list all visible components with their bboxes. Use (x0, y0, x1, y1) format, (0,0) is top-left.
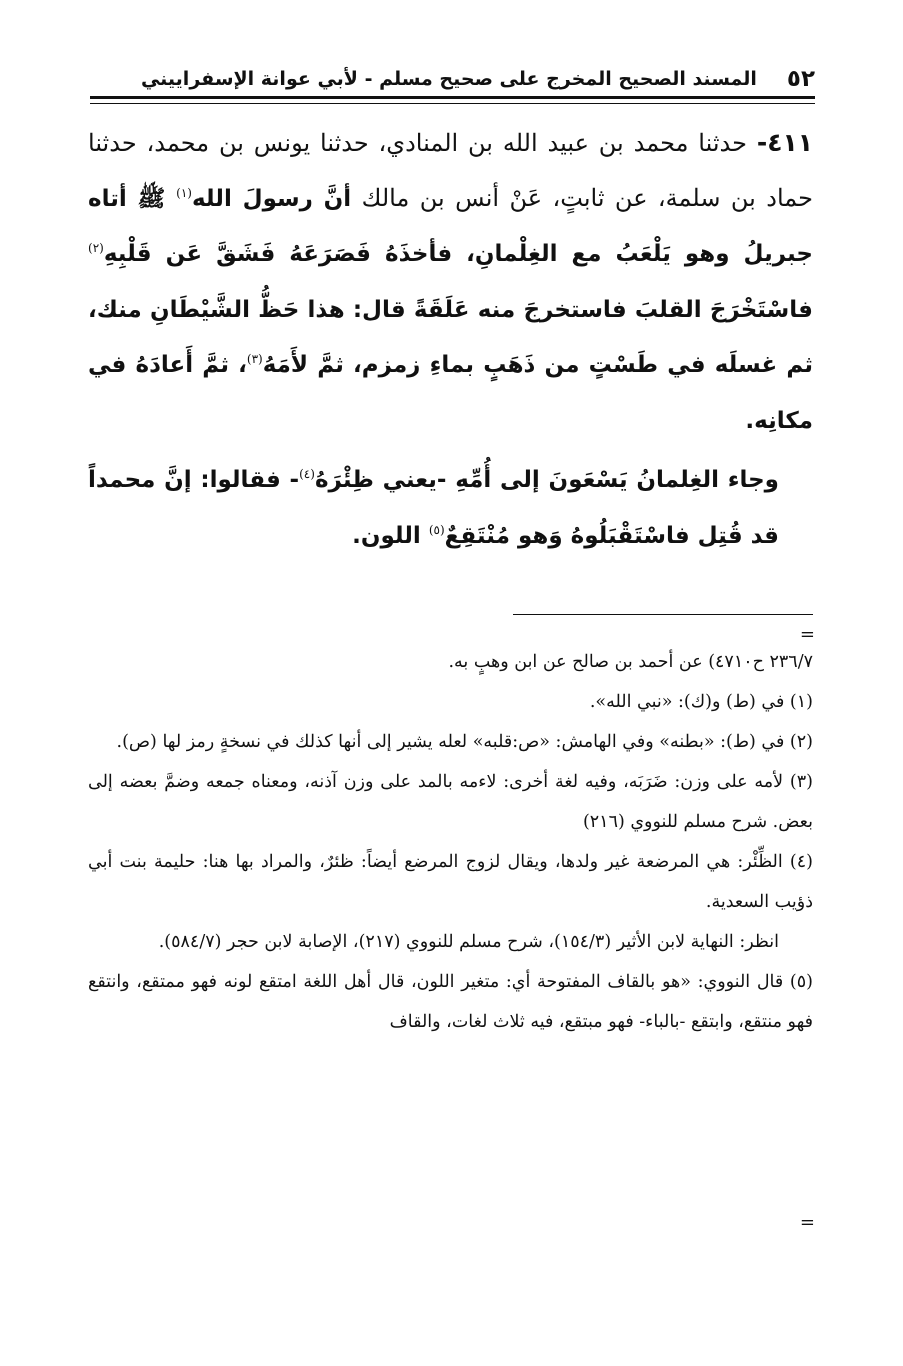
footnote-source: ٢٣٦/٧ ح٤٧١٠) عن أحمد بن صالح عن ابن وهبٍ به. (448, 652, 813, 672)
page-header (90, 62, 815, 99)
hadith-matn-3: وهو يَلْعَبُ مع الغِلْمانِ، فأخذَهُ فَصَرَعَهُ فَشَقَّ عَن قَلْبِهِ (103, 241, 730, 267)
footnote-4: (٤) الظِّئْر: هي المرضعة غير ولدها، ويقال لزوج المرضع أيضاً: ظئرٌ، والمراد بها هنا: حليمة بنت أبي ذؤيب السعدية. (88, 852, 813, 912)
hadith-matn-7: - فقالوا: إنَّ محمداً قد قُتِل فاسْتَقْبَلُوهُ وَهو مُنْتَقِعٌ (88, 467, 779, 549)
hadith-paragraph-2 (88, 452, 813, 563)
continuation-mark-bottom: = (799, 1212, 815, 1233)
footnote-ref-3: (٣) (246, 352, 263, 366)
running-title: المسند الصحيح المخرج على صحيح مسلم - لأبي عوانة الإسفراييني (140, 68, 757, 90)
footnote-ref-1: (١) (176, 185, 192, 200)
hadith-matn-6: وجاء الغِلمانُ يَسْعَونَ إلى أُمِّهِ -يعني ظِئْرَهُ (314, 467, 779, 493)
main-text (88, 116, 813, 563)
hadith-matn-8: اللون. (352, 522, 429, 549)
footnote-ref-2: (٢) (88, 241, 104, 255)
footnote-3: (٣) لأمه على وزن: ضَرَبَه، وفيه لغة أخرى: لاءمه بالمد على وزن آذنه، ومعناه جمعه وضمَّ بعضه إلى بعض. شرح مسلم للنووي (٢١٦) (88, 772, 813, 832)
hadith-paragraph-1 (88, 116, 813, 448)
footnotes (88, 642, 813, 1042)
continuation-mark-top: = (799, 624, 815, 645)
footnote-separator (513, 614, 813, 615)
footnote-ref-4: (٤) (299, 467, 315, 481)
hadith-matn-2: ﷺ أتاه جبريلُ (88, 185, 813, 267)
hadith-matn-1: أنَّ رسولَ الله (191, 185, 352, 212)
footnote-4-references: انظر: النهاية لابن الأثير (١٥٤/٣)، شرح مسلم للنووي (٢١٧)، الإصابة لابن حجر (٥٨٤/٧). (158, 932, 779, 952)
hadith-isnad: حدثنا محمد بن عبيد الله بن المنادي، حدثنا يونس بن محمد، حدثنا حماد بن سلمة، عن ثابتٍ، عَنْ أنس بن مالك (88, 129, 813, 212)
footnote-ref-5: (٥) (428, 522, 445, 537)
footnote-2: (٢) في (ط): «بطنه» وفي الهامش: «ص:قلبه» لعله يشير إلى أنها كذلك في نسخةٍ رمز لها (ص). (116, 732, 813, 752)
hadith-matn-5: ، ثمَّ أَعادَهُ في مكانِه. (88, 352, 813, 434)
hadith-matn-4: فاسْتَخْرَجَ القلبَ فاستخرجَ منه عَلَقَةً قال: هذا حَظُّ الشَّيْطَانِ منك، ثم غسلَه في طَسْتٍ من ذَهَبٍ بماءِ زمزم، ثمَّ لأَمَهُ (88, 296, 813, 378)
footnote-1: (١) في (ط) و(ك): «نبي الله». (589, 692, 813, 712)
page-number: ٥٢ (786, 66, 815, 92)
hadith-number: ٤١١- (756, 128, 813, 157)
footnote-5: (٥) قال النووي: «هو بالقاف المفتوحة أي: متغير اللون، قال أهل اللغة امتقع لونه فهو ممتقع، وانتقع فهو منتقع، وابتقع -بالباء- فهو مبتقع، فيه ثلاث لغات، والقاف (88, 972, 813, 1032)
